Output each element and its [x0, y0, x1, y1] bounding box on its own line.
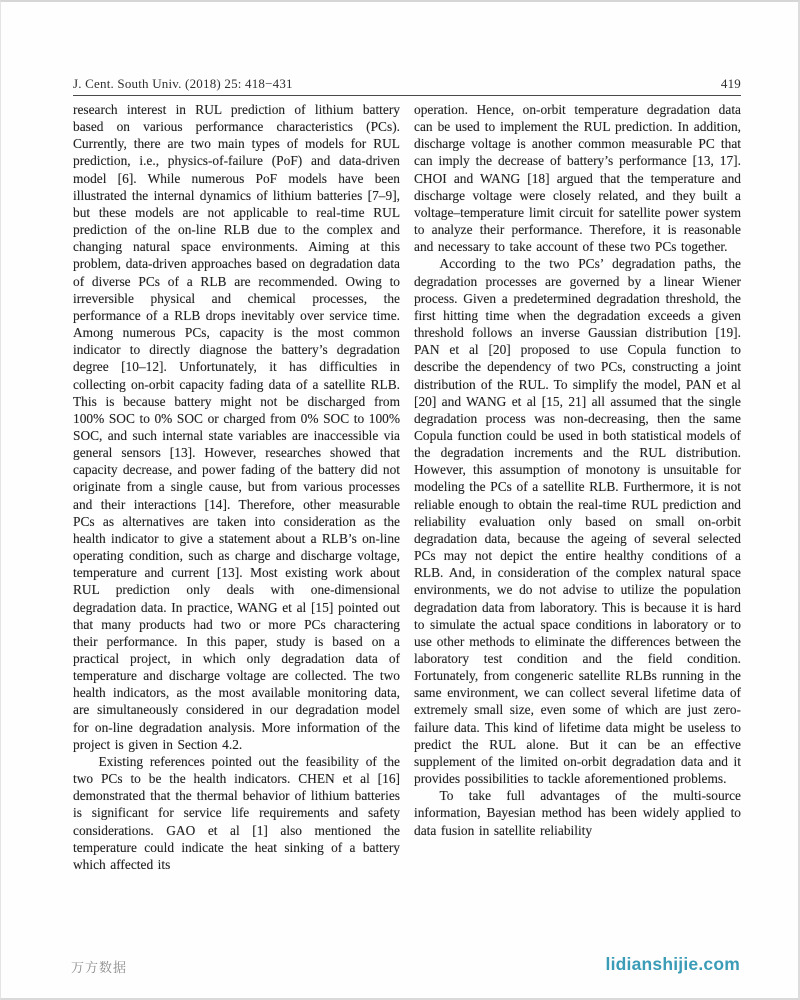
- page-number: 419: [720, 76, 741, 91]
- website-watermark: lidianshijie.com: [605, 954, 740, 974]
- page-header: [73, 76, 741, 92]
- header-rule: [73, 95, 741, 96]
- body-columns: [73, 101, 741, 873]
- body-paragraph: operation. Hence, on-orbit temperature degradation data can be used to implement the RUL prediction. In addition, discharge voltage is another common measurable PC that can imply the decrease of battery’s performance [13, 17]. CHOI and WANG [18] argued that the temperature and discharge voltage were closely related, and they built a voltage–temperature limit circuit for satellite power system to analyze their performance. Therefore, it is reasonable and necessary to take account of these two PCs together.: [414, 102, 741, 255]
- wanfang-data-stamp: 万方数据: [71, 960, 128, 975]
- journal-reference: J. Cent. South Univ. (2018) 25: 418−431: [73, 76, 293, 91]
- body-paragraph: According to the two PCs’ degradation paths, the degradation processes are governed by a linear Wiener process. Given a predetermined degradation threshold, the first hitting time when the degradation exceeds a given threshold follows an inverse Gaussian distribution [19]. PAN et al [20] proposed to use Copula function to describe the dependency of two PCs, constructing a joint distribution of the RUL. To simplify the model, PAN et al [20] and WANG et al [15, 21] all assumed that the single degradation process was non-decreasing, then the same Copula function could be used in both statistical models of the degradation increments and the RUL distribution. However, this assumption of monotony is unsuitable for modeling the PCs of a satellite RLB. Furthermore, it is not reliable enough to obtain the real-time RUL prediction and reliability evaluation only based on small on-orbit degradation data, because the ageing of several selected PCs may not depict the entire healthy conditions of a RLB. And, in consideration of the complex natural space environments, we do not advise to utilize the population degradation data from laboratory. This is because it is hard to simulate the actual space conditions in laboratory or to use other methods to eliminate the differences between the laboratory test condition and the field condition. Fortunately, from congeneric satellite RLBs running in the same environment, we can collect several lifetime data of extremely small size, even some of which are just zero-failure data. This kind of lifetime data might be useless to predict the RUL alone. But it can be an effective supplement of the limited on-orbit degradation data and it provides possibilities to tackle aforementioned problems.: [414, 256, 741, 787]
- body-paragraph: Existing references pointed out the feasibility of the two PCs to be the health indicators. CHEN et al [16] demonstrated that the thermal behavior of lithium batteries is significant for service life requirements and safety considerations. GAO et al [1] also mentioned the temperature could indicate the heat sinking of a battery which affected its: [73, 753, 400, 872]
- body-paragraph: To take full advantages of the multi-source information, Bayesian method has been widely applied to data fusion in satellite reliability: [414, 788, 741, 838]
- left-column: [73, 101, 400, 873]
- right-column: [414, 101, 741, 873]
- body-paragraph: research interest in RUL prediction of lithium battery based on various performance characteristics (PCs). Currently, there are two main types of models for RUL prediction, i.e., physics-of-failure (PoF) and data-driven model [6]. While numerous PoF models have been illustrated the internal dynamics of lithium batteries [7–9], but these models are not applicable to real-time RUL prediction of the on-line RLB due to the complex and changing natural space environments. Aiming at this problem, data-driven approaches based on degradation data of diverse PCs of a RLB are recommended. Owing to irreversible physical and chemical processes, the performance of a RLB drops inevitably over service time. Among numerous PCs, capacity is the most common indicator to directly diagnose the battery’s degradation degree [10–12]. Unfortunately, it has difficulties in collecting on-orbit capacity fading data of a satellite RLB. This is because battery might not be discharged from 100% SOC to 0% SOC or charged from 0% SOC to 100% SOC, and such internal state variables are inaccessible via general sensors [13]. However, researches showed that capacity decrease, and power fading of the battery did not originate from a single cause, but from various processes and their interactions [14]. Therefore, other measurable PCs as alternatives are taken into consideration as the health indicator to give a statement about a RLB’s on-line operating condition, such as charge and discharge voltage, temperature and current [13]. Most existing work about RUL prediction only deals with one-dimensional degradation data. In practice, WANG et al [15] pointed out that many products had two or more PCs charactering their performance. In this paper, study is based on a practical project, in which only degradation data of temperature and discharge voltage are collected. The two health indicators, as the most available monitoring data, are simultaneously considered in our degradation model for on-line degradation analysis. More information of the project is given in Section 4.2.: [73, 102, 400, 752]
